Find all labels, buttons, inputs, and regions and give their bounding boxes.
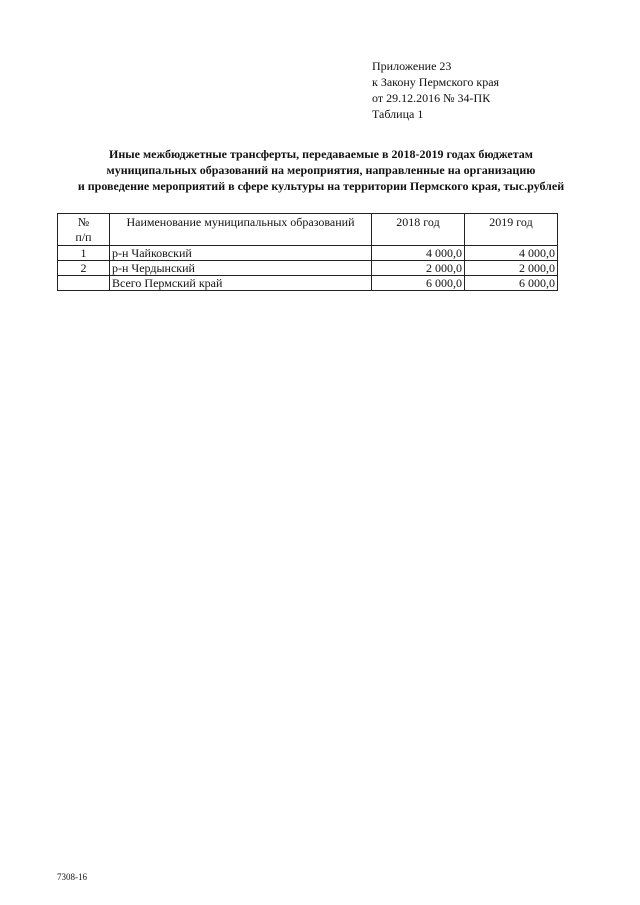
header-number xyxy=(58,214,110,246)
appendix-table-label: Таблица 1 xyxy=(372,107,424,121)
title-line-3: и проведение мероприятий в сфере культуры на территории Пермского края, тыс.рублей xyxy=(77,179,565,193)
document-code: 7308-16 xyxy=(57,872,87,882)
appendix-law-reference: к Закону Пермского края xyxy=(372,75,500,89)
row-value-2019: 4 000,0 xyxy=(465,246,558,261)
title-line-1: Иные межбюджетные трансферты, передаваемые в 2018-2019 годах бюджетам xyxy=(109,147,533,161)
table-row xyxy=(58,246,558,261)
row-value-2019: 2 000,0 xyxy=(465,261,558,276)
table-header-row xyxy=(58,214,558,246)
header-number-line-1: № xyxy=(77,215,90,229)
row-number: 1 xyxy=(58,246,110,261)
row-value-2019: 6 000,0 xyxy=(465,276,558,291)
document-title xyxy=(40,146,602,194)
appendix-law-date: от 29.12.2016 № 34-ПК xyxy=(372,91,491,105)
header-municipality-name: Наименование муниципальных образований xyxy=(110,214,372,246)
title-line-2: муниципальных образований на мероприятия, направленные на организацию xyxy=(106,163,536,177)
row-number xyxy=(58,276,110,291)
header-number-line-2: п/п xyxy=(75,230,92,244)
row-value-2018: 4 000,0 xyxy=(372,246,465,261)
table-row xyxy=(58,261,558,276)
row-value-2018: 6 000,0 xyxy=(372,276,465,291)
transfers-table xyxy=(57,213,558,291)
appendix-number: Приложение 23 xyxy=(372,59,452,73)
table-total-row xyxy=(58,276,558,291)
header-year-2019: 2019 год xyxy=(465,214,558,246)
row-value-2018: 2 000,0 xyxy=(372,261,465,276)
header-year-2018: 2018 год xyxy=(372,214,465,246)
appendix-header xyxy=(372,58,499,122)
row-number: 2 xyxy=(58,261,110,276)
row-municipality: р-н Чердынский xyxy=(110,261,372,276)
row-municipality: р-н Чайковский xyxy=(110,246,372,261)
row-municipality: Всего Пермский край xyxy=(110,276,372,291)
